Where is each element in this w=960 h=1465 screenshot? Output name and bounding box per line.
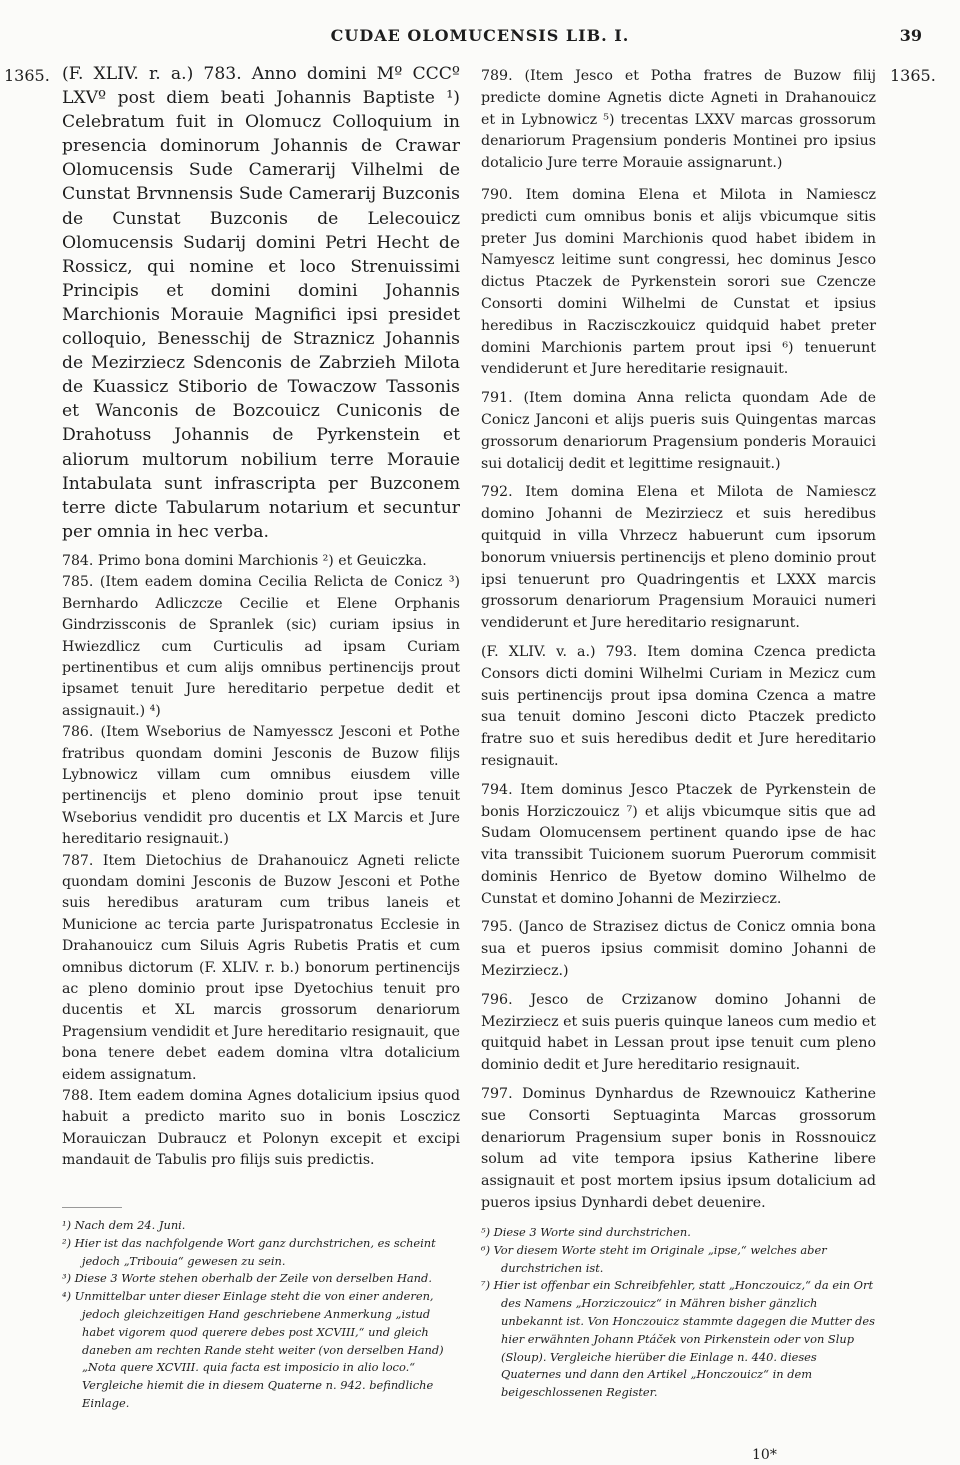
entry-784: 784. Primo bona domini Marchionis ²) et Geuiczka. [62,552,427,569]
footnotes-left [62,1217,460,1413]
footnote-7: ⁷) Hier ist offenbar ein Schreibfehler, statt „Honczouicz,“ da ein Ort des Namens „Horziczouicz“ in Mähren bisher gänzlich unbekannt ist. Von Honczouicz stammte dagegen die Mutter des hier erwähnten Johann Ptáček von Pirkenstein oder von Slup (Sloup). Vergleiche hierüber die Einlage n. 440. dieses Quaternes und dann den Artikel „Honczouicz“ in dem beigeschlossenen Register. [481,1278,875,1400]
right-column [481,66,876,1215]
signature-mark: 10* [752,1447,777,1463]
footnote-6: ⁶) Vor diesem Worte steht im Originale „ipse,“ welches aber durchstrichen ist. [481,1242,827,1275]
entry-790: 790. Item domina Elena et Milota in Namiescz predicti cum omnibus bonis et alijs vbicumque sitis preter Jus domini Marchionis quod habet ibidem in Namyescz leitime sunt congressi, hec dominus Jesco dictus Ptaczek de Pyrkenstein sorori sue Czencze Consorti domini Wilhelmi de Cunstat et ipsius heredibus in Raczisczkouicz quidquid habet preter domini Marchionis partem prout ipsi ⁶) tenuerunt vendiderunt et Jure hereditarie resignauit. [481,186,876,378]
entry-783: (F. XLIV. r. a.) 783. Anno domini Mº CCCº LXVº post diem beati Johannis Baptiste ¹) Celebratum fuit in Olomucz Colloquium in presencia dominorum Johannis de Crawar Olomucensis Sude Camerarij Vilhelmi de Cunstat Brvnnensis Sude Camerarij Buzconis de Cunstat Buzconis de Lelecouicz Olomucensis Sudarij domini Petri Hecht de Rossicz, qui nomine et loco Strenuissimi Principis et domini domini Johannis Marchionis Morauie Magnifici ipsi presidet colloquio, Benesschij de Straznicz Johannis de Mezirziecz Sdenconis de Zabrzieh Milota de Kuassicz Stiborio de Towaczow Tassonis et Wanconis de Bozcouicz Cuniconis de Drahotuss Johannis de Pyrkenstein et aliorum multorum nobilium terre Morauie Intabulata sunt infrascripta per Buzconem terre dicte Tabularum notarium et secuntur per omnia in hec verba. [62,64,460,542]
entry-787: 787. Item Dietochius de Drahanouicz Agneti relicte quondam domini Jesconis de Buzow Jesconi et Pothe suis heredibus araturam cum tribus laneis et Municione ac tercia parte Jurispatronatus Ecclesie in Drahanouicz cum Siluis Agris Rubetis Pratis et cum omnibus dictorum (F. XLIV. r. b.) bonorum pertinencijs ac pleno dominio prout ipse Dyetochius tenuit pro ducentis et XL marcis grossorum denariorum Pragensium vendidit et Jure hereditario resignauit, que bona tenere debet eadem domina vltra dotalicium eidem assignatum. [62,852,460,1083]
entry-793: (F. XLIV. v. a.) 793. Item domina Czenca predicta Consors dicti domini Wilhelmi Curiam in Mezicz cum suis pertinencijs prout ipsa domina Czenca a matre sua tenuit domino Jesconi dicto Ptaczek predicto fratre suo et suis heredibus dedit et Jure hereditario resignauit. [481,643,876,769]
entry-785: 785. (Item eadem domina Cecilia Relicta de Conicz ³) Bernhardo Adliczcze Cecilie et Elene Orphanis Gindrzissconis de Spranlek (sic) curiam ipsius in Hwiezdlicz cum Curticulis ad ipsam Curiam pertinentibus et cum alijs omnibus pertinencijs prout ipsamet tenuit Jure hereditario perpetue dedit et assignauit.) ⁴) [62,574,460,719]
entry-788: 788. Item eadem domina Agnes dotalicium ipsius quod habuit a predicto marito suo in bonis Losczicz Morauiczan Dubraucz et Polonyn excepit et excipi mandauit de Tabulis pro filijs suis predictis. [62,1088,460,1169]
footnote-4: ⁴) Unmittelbar unter dieser Einlage steht die von einer anderen, jedoch gleichzeitigen Hand geschriebene Anmerkung „istud habet vigorem quod querere debes post XCVIII,“ und gleich daneben am rechten Rande steht weiter (von derselben Hand) „Nota quere XCVIII. quia facta est imposicio in alio loco.“ Vergleiche hiemit die in diesem Quaterne n. 942. befindliche Einlage. [62,1289,444,1410]
entry-795: 795. (Janco de Strazisez dictus de Conicz omnia bona sua et pueros ipsius commisit domino Johanni de Mezirziecz.) [481,919,876,980]
footnote-5: ⁵) Diese 3 Worte sind durchstrichen. [481,1225,691,1239]
footnote-2: ²) Hier ist das nachfolgende Wort ganz durchstrichen, es scheint jedoch „Tribouia“ gewesen zu sein. [62,1235,436,1268]
entry-792: 792. Item domina Elena et Milota de Namiescz domino Johanni de Mezirziecz et suis heredibus quitquid in villa Vhrzecz habuerunt cum ipsorum bonorum vniuersis pertinencijs et pleno dominio prout ipsi tenuerunt pro Quadringentis et LXXX marcis grossorum denariorum Pragensium Morauici numeri vendiderunt et Jure hereditario resignarunt. [481,484,876,632]
margin-year-right: 1365. [890,66,936,85]
footnote-divider [62,1207,122,1208]
entry-791: 791. (Item domina Anna relicta quondam Ade de Conicz Janconi et alijs pueris suis Quingentas marcas grossorum denariorum Pragensium ponderis Morauici sui dotalicij dedit et legittime resignauit.) [481,390,876,472]
entry-794: 794. Item dominus Jesco Ptaczek de Pyrkenstein de bonis Horziczouicz ⁷) et alijs vbicumque sitis que ad Sudam Olomucensem pertinent quando ipse de hac vita transsibit Tuicionem suorum Puerorum commisit dominis Henrico de Byetow domino Wilhelmo de Cunstat et domino Johanni de Mezirziecz. [481,781,876,907]
footnotes-right [481,1224,876,1402]
footnote-3: ³) Diese 3 Worte stehen oberhalb der Zeile von derselben Hand. [62,1271,432,1286]
entry-789: 789. (Item Jesco et Potha fratres de Buzow filij predicte domine Agnetis dicte Agneti in Drahanouicz et in Lybnowicz ⁵) trecentas LXXV marcas grossorum denariorum Pragensium ponderis Montinei pro ipsius dotalicio Jure terre Morauie assignarunt.) [481,68,876,172]
margin-year-left: 1365. [4,66,50,85]
running-header [0,26,960,50]
entry-797: 797. Dominus Dynhardus de Rzewnouicz Katherine sue Consorti Septuaginta Marcas grossorum denariorum Pragensium super bonis in Rossnouicz solum ad vite tempora ipsius Katherine libere assignauit et post mortem ipsius ipsum dotalicium ad pueros ipsius Dynhardi debet deuenire. [481,1086,876,1212]
entry-796: 796. Jesco de Crzizanow domino Johanni de Mezirziecz et suis pueris quinque laneos cum medio et quitquid habet in Lessan prout ipse tenuit cum pleno dominio dedit et Jure hereditario resignauit. [481,991,876,1074]
left-column [62,62,460,1172]
entry-786: 786. (Item Wseborius de Namyesscz Jesconi et Pothe fratribus quondam domini Jesconis de Buzow filijs Lybnowicz villam cum omnibus eiusdem ville pertinencijs et pleno dominio prout ipse tenuit Wseborius vendidit pro ducentis et LX Marcis et Jure hereditario resignauit.) [62,724,460,848]
running-title: CUDAE OLOMUCENSIS LIB. I. [330,26,630,45]
footnote-1: ¹) Nach dem 24. Juni. [62,1218,186,1232]
page-number: 39 [899,26,922,45]
